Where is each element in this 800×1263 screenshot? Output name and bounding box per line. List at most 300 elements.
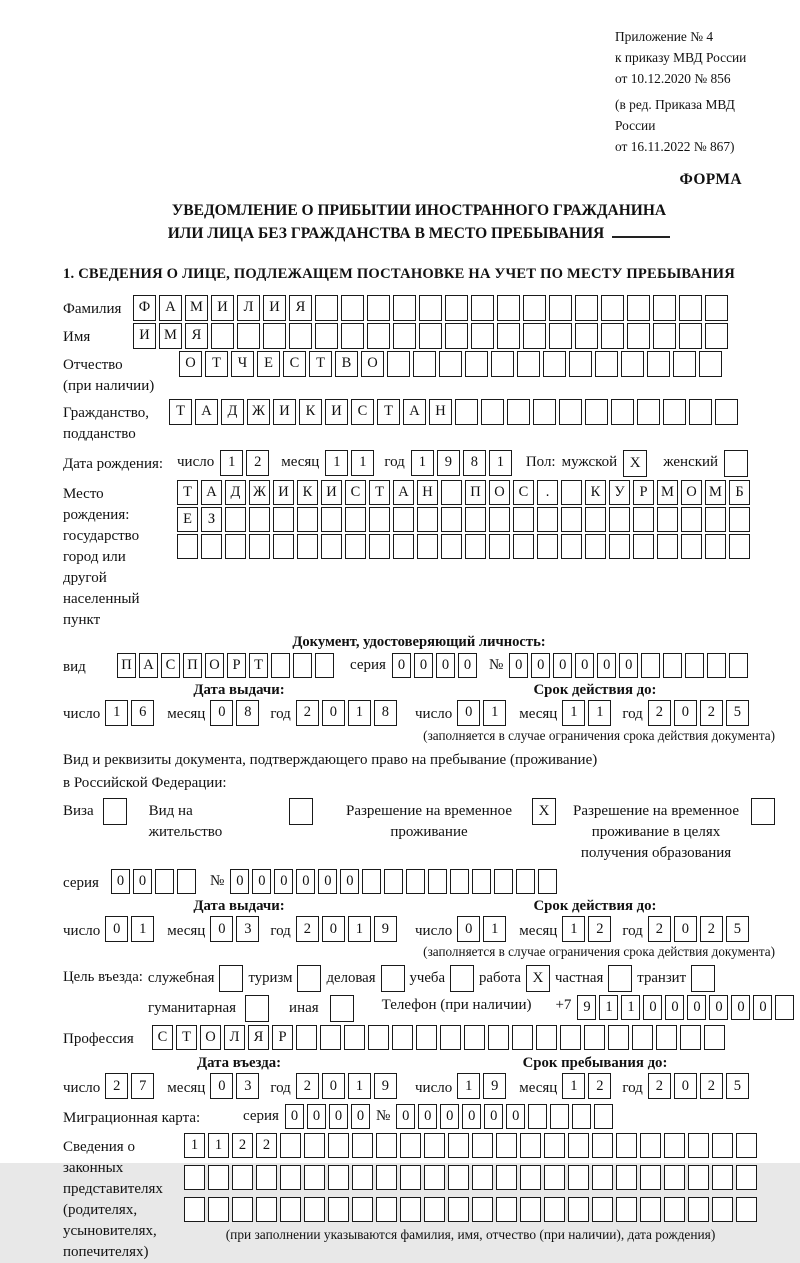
form-cell[interactable]: Т [369, 480, 390, 505]
form-cell[interactable] [575, 295, 598, 321]
form-cell[interactable] [441, 534, 462, 559]
form-cell[interactable] [688, 1197, 709, 1222]
form-cell[interactable]: 1 [184, 1133, 205, 1158]
form-cell[interactable] [585, 534, 606, 559]
form-cell[interactable]: 0 [753, 995, 772, 1020]
form-cell[interactable] [416, 1025, 437, 1050]
form-cell[interactable]: Р [272, 1025, 293, 1050]
form-cell[interactable] [376, 1165, 397, 1190]
form-cell[interactable]: Т [177, 480, 198, 505]
form-cell[interactable]: 0 [597, 653, 616, 678]
form-cell[interactable]: 0 [709, 995, 728, 1020]
form-cell[interactable]: 5 [726, 916, 749, 942]
form-cell[interactable]: С [152, 1025, 173, 1050]
form-cell[interactable] [616, 1165, 637, 1190]
form-cell[interactable] [609, 507, 630, 532]
form-cell[interactable]: 2 [256, 1133, 277, 1158]
form-cell[interactable] [352, 1133, 373, 1158]
form-cell[interactable] [376, 1133, 397, 1158]
form-cell[interactable] [513, 507, 534, 532]
form-cell[interactable]: Д [221, 399, 244, 425]
purpose-tourism-checkbox[interactable] [297, 965, 321, 992]
form-cell[interactable] [406, 869, 425, 894]
form-cell[interactable] [592, 1165, 613, 1190]
form-cell[interactable] [647, 351, 670, 377]
female-checkbox[interactable] [724, 450, 748, 477]
form-cell[interactable]: 0 [133, 869, 152, 894]
form-cell[interactable]: З [201, 507, 222, 532]
form-cell[interactable]: 0 [674, 1073, 697, 1099]
form-cell[interactable] [211, 323, 234, 349]
form-cell[interactable] [549, 323, 572, 349]
form-cell[interactable]: 9 [437, 450, 460, 476]
form-cell[interactable] [465, 351, 488, 377]
form-cell[interactable] [681, 534, 702, 559]
form-cell[interactable]: 1 [220, 450, 243, 476]
form-cell[interactable] [681, 507, 702, 532]
form-cell[interactable]: Ф [133, 295, 156, 321]
form-cell[interactable]: И [273, 399, 296, 425]
form-cell[interactable]: 0 [458, 653, 477, 678]
form-cell[interactable]: 0 [105, 916, 128, 942]
form-cell[interactable]: И [273, 480, 294, 505]
form-cell[interactable] [699, 351, 722, 377]
form-cell[interactable] [184, 1165, 205, 1190]
form-cell[interactable] [601, 323, 624, 349]
form-cell[interactable] [393, 534, 414, 559]
form-cell[interactable] [627, 295, 650, 321]
form-cell[interactable] [263, 323, 286, 349]
form-cell[interactable]: 1 [348, 916, 371, 942]
form-cell[interactable] [273, 534, 294, 559]
form-cell[interactable] [657, 507, 678, 532]
form-cell[interactable] [489, 534, 510, 559]
form-cell[interactable]: П [183, 653, 202, 678]
form-cell[interactable]: Б [729, 480, 750, 505]
form-cell[interactable] [232, 1165, 253, 1190]
form-cell[interactable] [640, 1165, 661, 1190]
form-cell[interactable] [705, 323, 728, 349]
form-cell[interactable] [448, 1133, 469, 1158]
form-cell[interactable] [560, 1025, 581, 1050]
form-cell[interactable] [544, 1165, 565, 1190]
form-cell[interactable] [632, 1025, 653, 1050]
form-cell[interactable] [304, 1197, 325, 1222]
form-cell[interactable]: Д [225, 480, 246, 505]
purpose-business-checkbox[interactable] [381, 965, 405, 992]
form-cell[interactable] [428, 869, 447, 894]
form-cell[interactable] [297, 507, 318, 532]
form-cell[interactable] [321, 507, 342, 532]
form-cell[interactable] [705, 507, 726, 532]
form-cell[interactable]: 5 [726, 700, 749, 726]
form-cell[interactable] [481, 399, 504, 425]
form-cell[interactable] [450, 869, 469, 894]
form-cell[interactable] [237, 323, 260, 349]
form-cell[interactable]: 1 [325, 450, 348, 476]
form-cell[interactable] [271, 653, 290, 678]
form-cell[interactable] [384, 869, 403, 894]
form-cell[interactable]: 0 [274, 869, 293, 894]
form-cell[interactable] [537, 507, 558, 532]
form-cell[interactable]: Я [289, 295, 312, 321]
form-cell[interactable]: 0 [457, 700, 480, 726]
form-cell[interactable]: 0 [296, 869, 315, 894]
form-cell[interactable] [393, 295, 416, 321]
form-cell[interactable] [328, 1165, 349, 1190]
form-cell[interactable]: Т [377, 399, 400, 425]
form-cell[interactable] [419, 295, 442, 321]
form-cell[interactable] [320, 1025, 341, 1050]
form-cell[interactable]: 0 [457, 916, 480, 942]
form-cell[interactable]: 0 [619, 653, 638, 678]
form-cell[interactable] [561, 480, 582, 505]
form-cell[interactable] [424, 1197, 445, 1222]
form-cell[interactable]: 1 [348, 1073, 371, 1099]
form-cell[interactable]: А [201, 480, 222, 505]
form-cell[interactable]: 0 [285, 1104, 304, 1129]
visa-checkbox[interactable] [103, 798, 127, 825]
form-cell[interactable] [296, 1025, 317, 1050]
form-cell[interactable] [705, 295, 728, 321]
form-cell[interactable] [280, 1197, 301, 1222]
form-cell[interactable]: 0 [340, 869, 359, 894]
form-cell[interactable] [315, 323, 338, 349]
form-cell[interactable] [572, 1104, 591, 1129]
form-cell[interactable]: К [297, 480, 318, 505]
form-cell[interactable] [472, 1165, 493, 1190]
form-cell[interactable]: 1 [483, 700, 506, 726]
form-cell[interactable] [517, 351, 540, 377]
form-cell[interactable] [633, 507, 654, 532]
form-cell[interactable] [464, 1025, 485, 1050]
form-cell[interactable] [341, 295, 364, 321]
form-cell[interactable] [293, 653, 312, 678]
form-cell[interactable]: А [159, 295, 182, 321]
form-cell[interactable]: 9 [374, 1073, 397, 1099]
form-cell[interactable] [595, 351, 618, 377]
form-cell[interactable]: Я [248, 1025, 269, 1050]
form-cell[interactable] [439, 351, 462, 377]
form-cell[interactable] [496, 1133, 517, 1158]
form-cell[interactable]: Т [309, 351, 332, 377]
form-cell[interactable]: Р [227, 653, 246, 678]
form-cell[interactable] [611, 399, 634, 425]
form-cell[interactable] [616, 1133, 637, 1158]
form-cell[interactable]: О [179, 351, 202, 377]
form-cell[interactable]: В [335, 351, 358, 377]
temp-residence-checkbox[interactable]: X [532, 798, 556, 825]
form-cell[interactable]: 0 [575, 653, 594, 678]
form-cell[interactable] [297, 534, 318, 559]
purpose-other-checkbox[interactable] [330, 995, 354, 1022]
form-cell[interactable] [575, 323, 598, 349]
form-cell[interactable]: 0 [111, 869, 130, 894]
form-cell[interactable]: И [321, 480, 342, 505]
form-cell[interactable] [315, 295, 338, 321]
form-cell[interactable]: С [351, 399, 374, 425]
form-cell[interactable] [400, 1133, 421, 1158]
purpose-official-checkbox[interactable] [219, 965, 243, 992]
form-cell[interactable] [489, 507, 510, 532]
form-cell[interactable] [465, 507, 486, 532]
form-cell[interactable] [328, 1133, 349, 1158]
form-cell[interactable]: 0 [418, 1104, 437, 1129]
form-cell[interactable]: О [681, 480, 702, 505]
form-cell[interactable] [376, 1197, 397, 1222]
form-cell[interactable] [516, 869, 535, 894]
form-cell[interactable] [664, 1165, 685, 1190]
form-cell[interactable]: 2 [232, 1133, 253, 1158]
form-cell[interactable]: 3 [236, 1073, 259, 1099]
form-cell[interactable] [533, 399, 556, 425]
form-cell[interactable] [225, 507, 246, 532]
form-cell[interactable]: С [283, 351, 306, 377]
form-cell[interactable]: Т [169, 399, 192, 425]
form-cell[interactable]: К [585, 480, 606, 505]
form-cell[interactable] [393, 507, 414, 532]
form-cell[interactable]: 0 [643, 995, 662, 1020]
form-cell[interactable]: Я [185, 323, 208, 349]
form-cell[interactable]: 3 [236, 916, 259, 942]
form-cell[interactable] [715, 399, 738, 425]
form-cell[interactable] [496, 1197, 517, 1222]
form-cell[interactable]: 8 [374, 700, 397, 726]
form-cell[interactable]: 1 [348, 700, 371, 726]
form-cell[interactable]: И [133, 323, 156, 349]
form-cell[interactable]: Н [429, 399, 452, 425]
form-cell[interactable] [413, 351, 436, 377]
form-cell[interactable] [729, 507, 750, 532]
form-cell[interactable] [280, 1133, 301, 1158]
form-cell[interactable]: 0 [674, 700, 697, 726]
form-cell[interactable]: М [657, 480, 678, 505]
form-cell[interactable] [304, 1165, 325, 1190]
form-cell[interactable] [640, 1133, 661, 1158]
form-cell[interactable]: 0 [553, 653, 572, 678]
form-cell[interactable] [513, 534, 534, 559]
form-cell[interactable] [315, 653, 334, 678]
form-cell[interactable] [362, 869, 381, 894]
form-cell[interactable]: 0 [506, 1104, 525, 1129]
form-cell[interactable] [663, 653, 682, 678]
form-cell[interactable]: 2 [648, 700, 671, 726]
form-cell[interactable] [616, 1197, 637, 1222]
form-cell[interactable] [561, 507, 582, 532]
form-cell[interactable] [369, 534, 390, 559]
form-cell[interactable] [352, 1197, 373, 1222]
form-cell[interactable] [543, 351, 566, 377]
form-cell[interactable] [419, 323, 442, 349]
form-cell[interactable]: Ч [231, 351, 254, 377]
form-cell[interactable]: 1 [599, 995, 618, 1020]
form-cell[interactable] [393, 323, 416, 349]
form-cell[interactable] [471, 295, 494, 321]
form-cell[interactable]: 1 [105, 700, 128, 726]
form-cell[interactable] [321, 534, 342, 559]
form-cell[interactable]: М [185, 295, 208, 321]
form-cell[interactable] [653, 323, 676, 349]
form-cell[interactable] [497, 323, 520, 349]
form-cell[interactable] [664, 1197, 685, 1222]
form-cell[interactable] [177, 534, 198, 559]
form-cell[interactable] [507, 399, 530, 425]
form-cell[interactable]: Т [176, 1025, 197, 1050]
form-cell[interactable]: А [139, 653, 158, 678]
form-cell[interactable] [536, 1025, 557, 1050]
form-cell[interactable]: Т [205, 351, 228, 377]
form-cell[interactable] [637, 399, 660, 425]
form-cell[interactable] [369, 507, 390, 532]
form-cell[interactable]: 0 [462, 1104, 481, 1129]
form-cell[interactable]: 5 [726, 1073, 749, 1099]
form-cell[interactable]: С [345, 480, 366, 505]
form-cell[interactable] [455, 399, 478, 425]
form-cell[interactable]: 0 [322, 700, 345, 726]
form-cell[interactable]: И [325, 399, 348, 425]
form-cell[interactable]: 0 [252, 869, 271, 894]
form-cell[interactable] [640, 1197, 661, 1222]
form-cell[interactable]: Л [224, 1025, 245, 1050]
form-cell[interactable] [367, 323, 390, 349]
form-cell[interactable] [621, 351, 644, 377]
form-cell[interactable] [488, 1025, 509, 1050]
form-cell[interactable]: Ж [249, 480, 270, 505]
form-cell[interactable] [512, 1025, 533, 1050]
form-cell[interactable] [663, 399, 686, 425]
form-cell[interactable] [424, 1165, 445, 1190]
form-cell[interactable]: 1 [588, 700, 611, 726]
form-cell[interactable] [627, 323, 650, 349]
form-cell[interactable] [568, 1133, 589, 1158]
form-cell[interactable] [729, 653, 748, 678]
form-cell[interactable] [208, 1197, 229, 1222]
form-cell[interactable] [387, 351, 410, 377]
form-cell[interactable]: 1 [457, 1073, 480, 1099]
form-cell[interactable] [225, 534, 246, 559]
form-cell[interactable] [345, 534, 366, 559]
form-cell[interactable]: У [609, 480, 630, 505]
form-cell[interactable] [441, 507, 462, 532]
form-cell[interactable] [656, 1025, 677, 1050]
form-cell[interactable]: 0 [322, 1073, 345, 1099]
form-cell[interactable]: 1 [208, 1133, 229, 1158]
form-cell[interactable]: 0 [351, 1104, 370, 1129]
form-cell[interactable]: 1 [562, 700, 585, 726]
form-cell[interactable] [368, 1025, 389, 1050]
form-cell[interactable] [601, 295, 624, 321]
form-cell[interactable]: 0 [396, 1104, 415, 1129]
form-cell[interactable] [448, 1197, 469, 1222]
form-cell[interactable] [538, 869, 557, 894]
form-cell[interactable] [472, 1133, 493, 1158]
form-cell[interactable]: 0 [436, 653, 455, 678]
form-cell[interactable] [345, 507, 366, 532]
form-cell[interactable]: 8 [463, 450, 486, 476]
form-cell[interactable] [184, 1197, 205, 1222]
form-cell[interactable] [609, 534, 630, 559]
form-cell[interactable] [273, 507, 294, 532]
form-cell[interactable] [707, 653, 726, 678]
form-cell[interactable] [544, 1133, 565, 1158]
form-cell[interactable]: 0 [210, 916, 233, 942]
form-cell[interactable] [712, 1165, 733, 1190]
form-cell[interactable] [523, 295, 546, 321]
form-cell[interactable]: 8 [236, 700, 259, 726]
purpose-study-checkbox[interactable] [450, 965, 474, 992]
form-cell[interactable] [585, 399, 608, 425]
form-cell[interactable]: С [161, 653, 180, 678]
form-cell[interactable] [417, 534, 438, 559]
form-cell[interactable] [549, 295, 572, 321]
form-cell[interactable] [736, 1133, 757, 1158]
form-cell[interactable]: 0 [484, 1104, 503, 1129]
form-cell[interactable] [497, 295, 520, 321]
form-cell[interactable] [392, 1025, 413, 1050]
form-cell[interactable]: 2 [588, 916, 611, 942]
form-cell[interactable]: 0 [318, 869, 337, 894]
form-cell[interactable]: 2 [105, 1073, 128, 1099]
form-cell[interactable] [523, 323, 546, 349]
form-cell[interactable] [729, 534, 750, 559]
form-cell[interactable] [689, 399, 712, 425]
form-cell[interactable]: 2 [700, 700, 723, 726]
form-cell[interactable] [201, 534, 222, 559]
form-cell[interactable]: 9 [374, 916, 397, 942]
form-cell[interactable]: П [117, 653, 136, 678]
form-cell[interactable] [679, 323, 702, 349]
form-cell[interactable] [341, 323, 364, 349]
form-cell[interactable]: 0 [509, 653, 528, 678]
form-cell[interactable] [448, 1165, 469, 1190]
form-cell[interactable]: 1 [131, 916, 154, 942]
form-cell[interactable]: 0 [674, 916, 697, 942]
form-cell[interactable]: 6 [131, 700, 154, 726]
form-cell[interactable] [289, 323, 312, 349]
form-cell[interactable] [736, 1197, 757, 1222]
form-cell[interactable]: . [537, 480, 558, 505]
form-cell[interactable] [520, 1197, 541, 1222]
form-cell[interactable] [328, 1197, 349, 1222]
form-cell[interactable]: 2 [648, 1073, 671, 1099]
form-cell[interactable] [441, 480, 462, 505]
form-cell[interactable] [249, 534, 270, 559]
form-cell[interactable]: 2 [296, 700, 319, 726]
form-cell[interactable]: Ж [247, 399, 270, 425]
form-cell[interactable] [585, 507, 606, 532]
blank-underline[interactable] [612, 224, 670, 238]
form-cell[interactable]: 7 [131, 1073, 154, 1099]
form-cell[interactable]: 1 [621, 995, 640, 1020]
form-cell[interactable]: 9 [483, 1073, 506, 1099]
form-cell[interactable]: Е [257, 351, 280, 377]
form-cell[interactable]: 1 [411, 450, 434, 476]
form-cell[interactable]: И [211, 295, 234, 321]
form-cell[interactable] [465, 534, 486, 559]
form-cell[interactable] [673, 351, 696, 377]
form-cell[interactable] [641, 653, 660, 678]
form-cell[interactable] [472, 869, 491, 894]
form-cell[interactable]: 1 [351, 450, 374, 476]
form-cell[interactable] [424, 1133, 445, 1158]
form-cell[interactable] [280, 1165, 301, 1190]
form-cell[interactable]: О [205, 653, 224, 678]
form-cell[interactable]: 0 [210, 1073, 233, 1099]
form-cell[interactable]: О [489, 480, 510, 505]
form-cell[interactable]: 0 [440, 1104, 459, 1129]
form-cell[interactable]: 0 [307, 1104, 326, 1129]
form-cell[interactable] [653, 295, 676, 321]
